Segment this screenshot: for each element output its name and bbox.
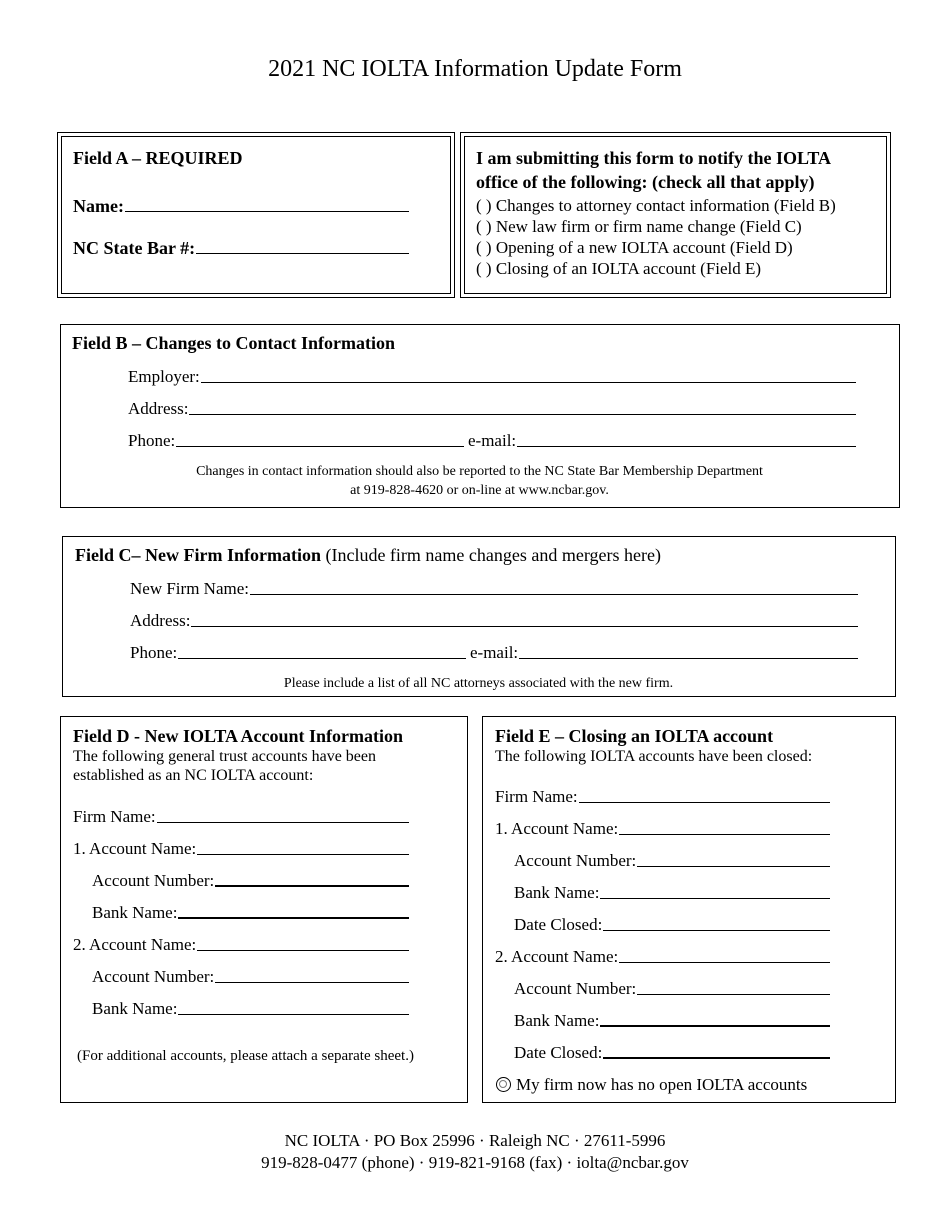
field-c-phone-label: Phone: <box>130 643 178 662</box>
field-e-account1-date-label: Date Closed: <box>514 915 603 934</box>
field-a-box <box>57 132 455 298</box>
field-e-account2-bank-label: Bank Name: <box>514 1011 600 1030</box>
field-d-account1-number-field[interactable] <box>92 871 409 891</box>
notify-heading-line1: I am submitting this form to notify the IOLTA <box>476 148 832 168</box>
field-e-account2-number-field[interactable] <box>514 979 830 999</box>
field-b-note-line2: at 919-828-4620 or on-line at www.ncbar.gov. <box>350 483 609 498</box>
field-d-account2-number-field[interactable] <box>92 967 409 987</box>
notify-option-open-account[interactable]: ( ) Opening of a new IOLTA account (Field D) <box>476 238 793 257</box>
field-d-heading: Field D - New IOLTA Account Information <box>73 726 404 746</box>
new-firm-name-label: New Firm Name: <box>130 579 249 598</box>
field-d-account1-bank-field[interactable] <box>92 903 409 923</box>
field-e-account1-number-label: Account Number: <box>514 851 637 870</box>
field-d-account1-number-label: Account Number: <box>92 871 215 890</box>
field-c-phone-field[interactable] <box>130 643 466 663</box>
field-c-heading-note: (Include firm name changes and mergers here) <box>325 545 661 565</box>
field-e-account1-bank-label: Bank Name: <box>514 883 600 902</box>
no-open-accounts-label: My firm now has no open IOLTA accounts <box>516 1075 808 1094</box>
field-d-account2-bank-field[interactable] <box>92 999 409 1019</box>
bar-number-field[interactable] <box>73 238 409 258</box>
field-b-email-field[interactable] <box>468 431 856 451</box>
field-d-firm-name-label: Firm Name: <box>73 807 156 826</box>
bar-number-label: NC State Bar #: <box>73 238 196 258</box>
field-d-account2-name-field[interactable] <box>73 935 409 955</box>
footer-contact: 919-828-0477 (phone) · 919-821-9168 (fax) · iolta@ncbar.gov <box>261 1153 689 1172</box>
radio-button-icon[interactable] <box>496 1077 511 1092</box>
name-field[interactable] <box>73 196 409 216</box>
field-e-account2-name-label: 2. Account Name: <box>495 947 619 966</box>
field-e-account1-number-field[interactable] <box>514 851 830 871</box>
no-open-accounts-option[interactable] <box>496 1075 807 1095</box>
name-label: Name: <box>73 196 124 216</box>
notify-heading-line2: office of the following: (check all that apply) <box>476 172 815 192</box>
field-d-account1-name-field[interactable] <box>73 839 409 859</box>
employer-label: Employer: <box>128 367 200 386</box>
field-b-email-label: e-mail: <box>468 431 517 450</box>
field-e-desc: The following IOLTA accounts have been closed: <box>495 748 813 765</box>
field-c-address-label: Address: <box>130 611 191 630</box>
field-d-note: (For additional accounts, please attach a separate sheet.) <box>77 1048 414 1064</box>
field-b-box <box>60 324 900 508</box>
field-e-account2-bank-field[interactable] <box>514 1011 830 1031</box>
field-b-phone-label: Phone: <box>128 431 176 450</box>
field-e-account1-name-label: 1. Account Name: <box>495 819 619 838</box>
field-c-email-field[interactable] <box>470 643 858 663</box>
new-firm-name-field[interactable] <box>130 579 858 599</box>
field-e-account1-bank-field[interactable] <box>514 883 830 903</box>
field-d-firm-name-field[interactable] <box>73 807 409 827</box>
notify-option-contact[interactable]: ( ) Changes to attorney contact information (Field B) <box>476 196 836 215</box>
field-b-phone-field[interactable] <box>128 431 464 451</box>
field-c-email-label: e-mail: <box>470 643 519 662</box>
field-d-desc-line2: established as an NC IOLTA account: <box>73 767 314 784</box>
field-b-heading: Field B – Changes to Contact Information <box>72 333 395 353</box>
field-d-account2-name-label: 2. Account Name: <box>73 935 197 954</box>
field-e-box <box>482 716 896 1103</box>
footer-address: NC IOLTA · PO Box 25996 · Raleigh NC · 27611-5996 <box>284 1131 666 1150</box>
field-c-note: Please include a list of all NC attorneys associated with the new firm. <box>283 676 674 691</box>
field-c-heading-row <box>75 545 661 565</box>
field-e-account1-name-field[interactable] <box>495 819 830 839</box>
field-b-note-line1: Changes in contact information should also be reported to the NC State Bar Membership Department <box>196 464 763 479</box>
notify-option-close-account[interactable]: ( ) Closing of an IOLTA account (Field E) <box>476 259 762 278</box>
field-c-box <box>62 536 896 697</box>
field-d-desc-line1: The following general trust accounts have been <box>73 748 376 765</box>
field-d-box <box>60 716 468 1103</box>
field-d-account2-bank-label: Bank Name: <box>92 999 178 1018</box>
field-b-address-field[interactable] <box>128 399 856 419</box>
field-d-account1-name-label: 1. Account Name: <box>73 839 197 858</box>
field-e-heading: Field E – Closing an IOLTA account <box>495 726 774 746</box>
field-c-address-field[interactable] <box>130 611 858 631</box>
field-e-account2-number-label: Account Number: <box>514 979 637 998</box>
employer-field[interactable] <box>128 367 856 387</box>
field-e-firm-name-label: Firm Name: <box>495 787 578 806</box>
page-title: 2021 NC IOLTA Information Update Form <box>268 56 682 82</box>
field-b-address-label: Address: <box>128 399 189 418</box>
field-d-account1-bank-label: Bank Name: <box>92 903 178 922</box>
notify-box <box>460 132 891 298</box>
field-d-account2-number-label: Account Number: <box>92 967 215 986</box>
field-a-heading: Field A – REQUIRED <box>73 148 243 168</box>
notify-option-new-firm[interactable]: ( ) New law firm or firm name change (Field C) <box>476 217 802 236</box>
field-e-account2-name-field[interactable] <box>495 947 830 967</box>
field-e-firm-name-field[interactable] <box>495 787 830 807</box>
field-e-account2-date-label: Date Closed: <box>514 1043 603 1062</box>
field-e-account1-date-field[interactable] <box>514 915 830 935</box>
field-c-heading: Field C– New Firm Information <box>75 545 321 565</box>
field-e-account2-date-field[interactable] <box>514 1043 830 1063</box>
